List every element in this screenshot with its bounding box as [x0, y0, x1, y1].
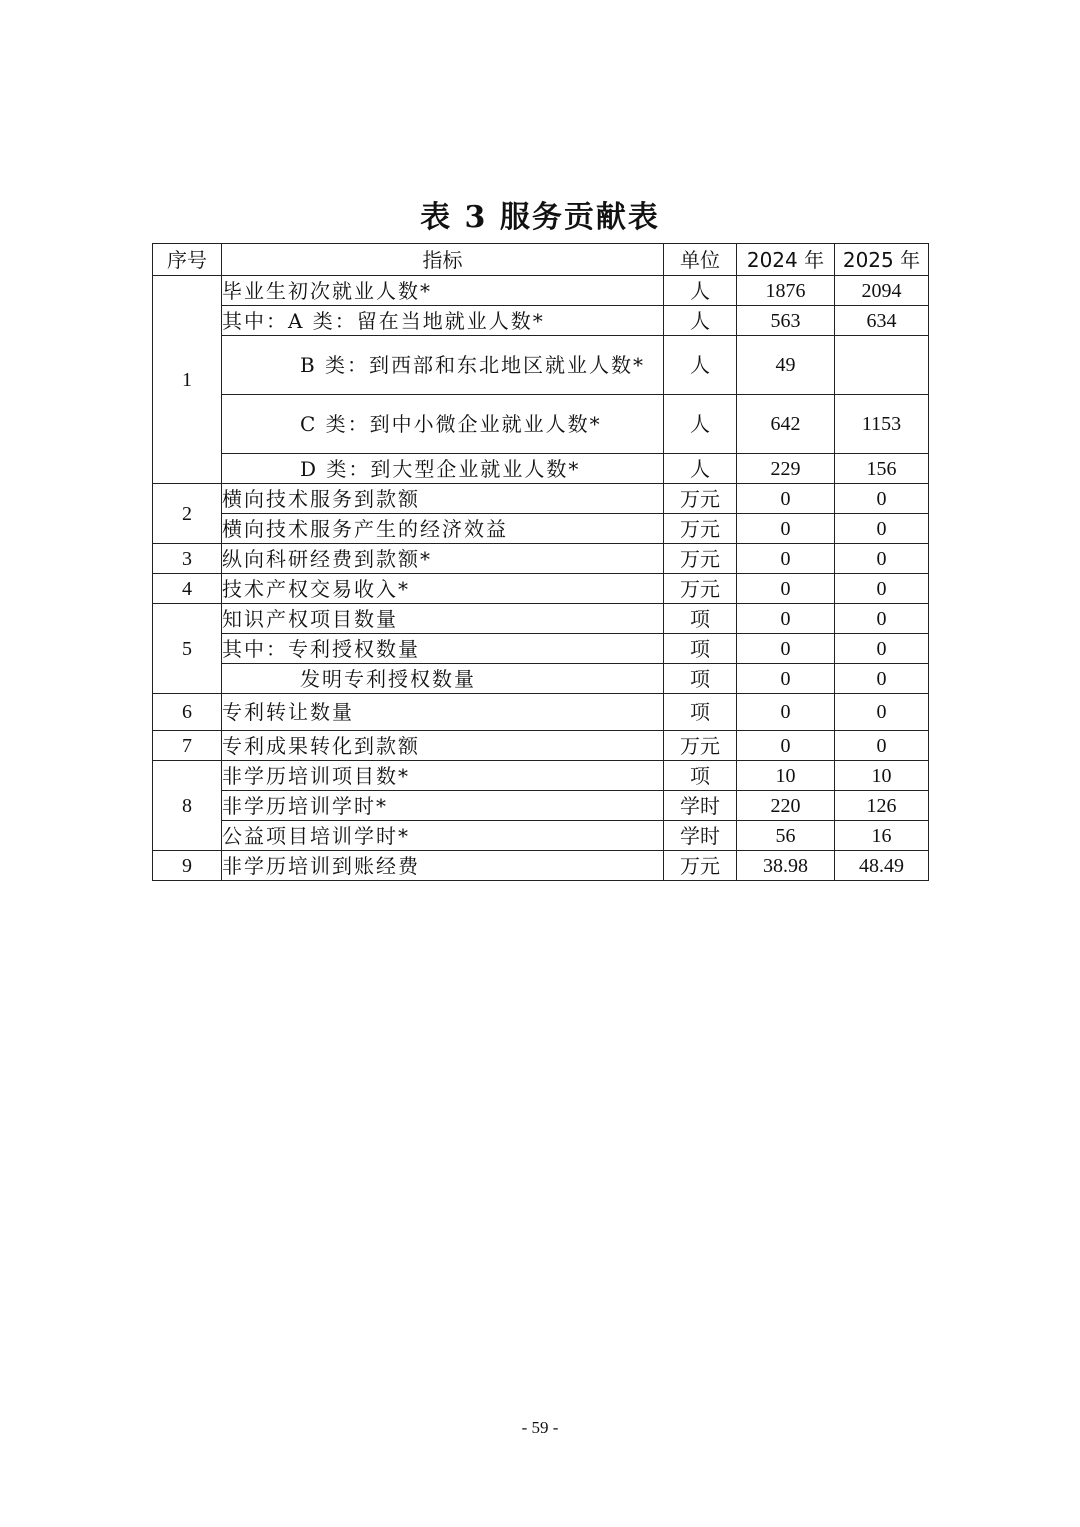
value-2024-cell: 229: [737, 454, 835, 484]
value-2024-cell: 0: [737, 694, 835, 731]
table-row: [153, 454, 929, 484]
indicator-cell: 其中：A 类：留在当地就业人数*: [222, 306, 664, 336]
page-number: - 59 -: [521, 1418, 559, 1437]
value-2024-cell: 0: [737, 484, 835, 514]
table-row: [153, 276, 929, 306]
value-2024-cell: 56: [737, 821, 835, 851]
value-2025-cell: 48.49: [835, 851, 929, 881]
unit-cell: 学时: [664, 821, 737, 851]
seq-cell: 3: [153, 544, 222, 574]
indicator-cell: 毕业生初次就业人数*: [222, 276, 664, 306]
unit-cell: 项: [664, 634, 737, 664]
unit-cell: 项: [664, 604, 737, 634]
indicator-cell: C 类：到中小微企业就业人数*: [222, 395, 664, 454]
indicator-cell: 横向技术服务产生的经济效益: [222, 514, 664, 544]
value-2024-cell: 0: [737, 664, 835, 694]
value-2024-cell: 563: [737, 306, 835, 336]
unit-cell: 万元: [664, 851, 737, 881]
indicator-cell: D 类：到大型企业就业人数*: [222, 454, 664, 484]
table-row: [153, 761, 929, 791]
value-2025-cell: 0: [835, 484, 929, 514]
indicator-cell: 横向技术服务到款额: [222, 484, 664, 514]
table-row: [153, 731, 929, 761]
value-2024-cell: 220: [737, 791, 835, 821]
table-row: [153, 851, 929, 881]
seq-cell: 6: [153, 694, 222, 731]
unit-cell: 人: [664, 336, 737, 395]
header-unit: 单位: [664, 244, 737, 276]
indicator-cell: 公益项目培训学时*: [222, 821, 664, 851]
value-2025-cell: 126: [835, 791, 929, 821]
unit-cell: 项: [664, 664, 737, 694]
table-title: 表 3 服务贡献表: [420, 200, 660, 235]
seq-cell: 1: [153, 276, 222, 484]
value-2024-cell: 0: [737, 731, 835, 761]
table-row: [153, 336, 929, 395]
seq-cell: 5: [153, 604, 222, 694]
value-2025-cell: 0: [835, 574, 929, 604]
seq-cell: 2: [153, 484, 222, 544]
value-2024-cell: 10: [737, 761, 835, 791]
header-indicator: 指标: [222, 244, 664, 276]
value-2024-cell: 0: [737, 514, 835, 544]
indicator-cell: 非学历培训学时*: [222, 791, 664, 821]
table-row: [153, 664, 929, 694]
unit-cell: 万元: [664, 731, 737, 761]
value-2025-cell: 0: [835, 731, 929, 761]
value-2025-cell: 1153: [835, 395, 929, 454]
value-2025-cell: 0: [835, 664, 929, 694]
value-2024-cell: 0: [737, 544, 835, 574]
header-2024: 2024 年: [737, 244, 835, 276]
indicator-cell: 发明专利授权数量: [222, 664, 664, 694]
value-2025-cell: 0: [835, 514, 929, 544]
value-2025-cell: 0: [835, 634, 929, 664]
indicator-cell: 专利转让数量: [222, 694, 664, 731]
unit-cell: 万元: [664, 544, 737, 574]
header-seq: 序号: [153, 244, 222, 276]
unit-cell: 人: [664, 306, 737, 336]
seq-cell: 4: [153, 574, 222, 604]
unit-cell: 万元: [664, 574, 737, 604]
seq-cell: 8: [153, 761, 222, 851]
indicator-cell: 非学历培训项目数*: [222, 761, 664, 791]
value-2025-cell: 156: [835, 454, 929, 484]
unit-cell: 万元: [664, 484, 737, 514]
value-2025-cell: [835, 336, 929, 395]
value-2025-cell: 10: [835, 761, 929, 791]
indicator-cell: 纵向科研经费到款额*: [222, 544, 664, 574]
table-row: [153, 821, 929, 851]
header-row: [153, 244, 929, 276]
value-2024-cell: 0: [737, 574, 835, 604]
value-2024-cell: 0: [737, 634, 835, 664]
value-2025-cell: 0: [835, 604, 929, 634]
indicator-cell: 知识产权项目数量: [222, 604, 664, 634]
service-contribution-table: [152, 243, 929, 881]
table-row: [153, 791, 929, 821]
value-2025-cell: 0: [835, 694, 929, 731]
indicator-cell: 其中：专利授权数量: [222, 634, 664, 664]
table-row: [153, 634, 929, 664]
seq-cell: 9: [153, 851, 222, 881]
unit-cell: 项: [664, 761, 737, 791]
unit-cell: 人: [664, 276, 737, 306]
unit-cell: 人: [664, 395, 737, 454]
value-2024-cell: 49: [737, 336, 835, 395]
table-row: [153, 544, 929, 574]
table-row: [153, 694, 929, 731]
unit-cell: 项: [664, 694, 737, 731]
unit-cell: 学时: [664, 791, 737, 821]
table-row: [153, 514, 929, 544]
value-2025-cell: 0: [835, 544, 929, 574]
value-2025-cell: 16: [835, 821, 929, 851]
table-row: [153, 484, 929, 514]
value-2025-cell: 634: [835, 306, 929, 336]
header-2025: 2025 年: [835, 244, 929, 276]
indicator-cell: 专利成果转化到款额: [222, 731, 664, 761]
seq-cell: 7: [153, 731, 222, 761]
indicator-cell: 非学历培训到账经费: [222, 851, 664, 881]
table-row: [153, 574, 929, 604]
value-2024-cell: 38.98: [737, 851, 835, 881]
value-2024-cell: 642: [737, 395, 835, 454]
unit-cell: 万元: [664, 514, 737, 544]
indicator-cell: B 类：到西部和东北地区就业人数*: [222, 336, 664, 395]
value-2024-cell: 1876: [737, 276, 835, 306]
value-2025-cell: 2094: [835, 276, 929, 306]
table-row: [153, 306, 929, 336]
table-row: [153, 604, 929, 634]
unit-cell: 人: [664, 454, 737, 484]
value-2024-cell: 0: [737, 604, 835, 634]
table-row: [153, 395, 929, 454]
indicator-cell: 技术产权交易收入*: [222, 574, 664, 604]
